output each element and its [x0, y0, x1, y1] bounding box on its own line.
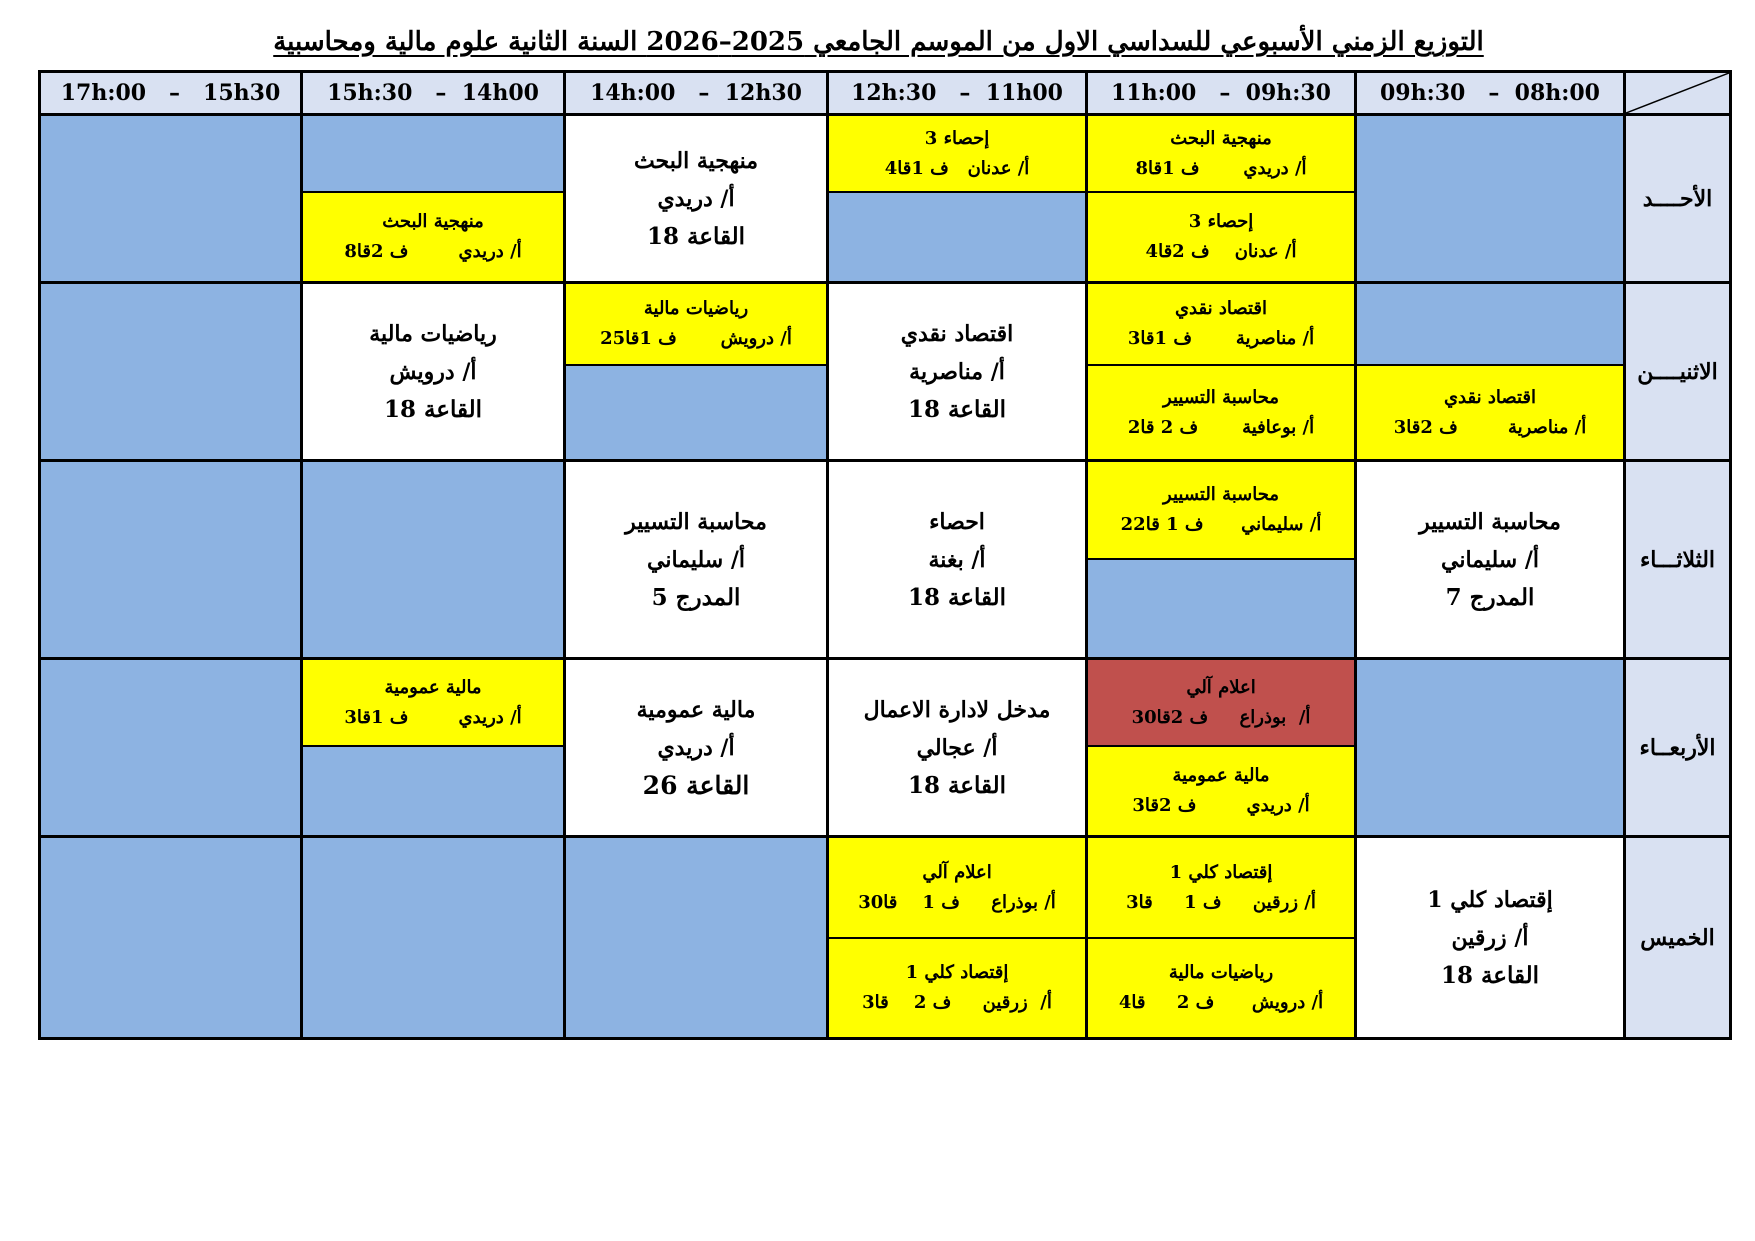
day-label-tuesday: الثلاثـــاء [1626, 462, 1729, 657]
session-details: أ/ زرقين ف 1 قا3 [1126, 891, 1316, 913]
free-slot [303, 116, 563, 191]
lecture-cell [566, 116, 826, 281]
lecture-teacher: أ/ درويش [389, 358, 477, 385]
session-subject: رياضيات مالية [1168, 962, 1274, 983]
time-header-slot-3: 12h:30 – 11h00 [829, 73, 1085, 113]
day-label-thursday: الخميس [1626, 838, 1729, 1037]
lecture-room: المدرج 7 [1445, 583, 1535, 611]
session-details: أ/ درويش ف 2 قا4 [1118, 992, 1324, 1013]
free-slot [303, 462, 563, 657]
lecture-teacher: أ/ سليماني [646, 546, 746, 573]
session-subject: إحصاء 3 [924, 127, 990, 149]
session-details: أ/ مناصرية ف 2قا3 [1393, 416, 1587, 438]
session-subject: محاسبة التسيير [1163, 386, 1279, 408]
lecture-teacher: أ/ دريدي [657, 185, 735, 212]
lecture-cell [566, 462, 826, 657]
session-details: أ/ مناصرية ف 1قا3 [1127, 328, 1315, 349]
session-cell [1088, 462, 1354, 558]
session-cell [829, 838, 1085, 937]
lecture-subject: منهجية البحث [633, 147, 759, 174]
day-label-sunday: الأحــــد [1626, 116, 1729, 281]
session-cell [1088, 838, 1354, 937]
lecture-cell [1357, 462, 1623, 657]
free-slot [829, 193, 1085, 281]
session-cell [1357, 366, 1623, 459]
free-slot [1357, 284, 1623, 364]
session-subject: محاسبة التسيير [1163, 484, 1279, 505]
lecture-cell [829, 284, 1085, 459]
free-slot [303, 747, 563, 835]
session-cell [1088, 939, 1354, 1037]
session-cell [1088, 193, 1354, 281]
time-header-slot-6: 17h:00 – 15h30 [41, 73, 300, 113]
session-subject: إحصاء 3 [1188, 211, 1254, 232]
free-slot [1357, 116, 1623, 281]
lecture-subject: اقتصاد نقدي [900, 320, 1014, 347]
session-cell [829, 939, 1085, 1037]
free-slot [41, 838, 300, 1037]
day-label-wednesday: الأربعــاء [1626, 660, 1729, 835]
session-cell [1088, 284, 1354, 364]
lecture-cell [1357, 838, 1623, 1037]
session-subject: اعلام آلي [922, 861, 992, 883]
session-details: أ/ درويش ف 1قا25 [600, 328, 792, 349]
session-cell [1088, 366, 1354, 459]
session-subject: منهجية البحث [382, 211, 484, 232]
time-header-slot-4: 14h:00 – 12h30 [566, 73, 826, 113]
lecture-teacher: أ/ عجالي [916, 734, 998, 761]
session-details: أ/ زرقين ف 2 قا3 [862, 992, 1052, 1013]
session-subject: إقتصاد كلي 1 [1169, 861, 1273, 883]
lecture-subject: رياضيات مالية [369, 320, 497, 347]
time-header-slot-1: 09h:30 – 08h:00 [1357, 73, 1623, 113]
lecture-room: القاعة 18 [646, 222, 746, 250]
lecture-room: القاعة 26 [642, 770, 750, 800]
session-details: أ/ بوعافية ف 2 قا2 [1127, 416, 1315, 438]
lecture-teacher: أ/ بغنة [928, 546, 986, 573]
corner-cell [1626, 73, 1729, 113]
session-cell [566, 284, 826, 364]
session-subject: اقتصاد نقدي [1443, 386, 1537, 408]
session-details: أ/ بوذراع ف 1 قا30 [858, 891, 1056, 913]
lecture-cell [829, 660, 1085, 835]
lecture-subject: محاسبة التسيير [625, 508, 767, 535]
lecture-room: المدرج 5 [651, 583, 741, 611]
session-cell-highlighted [1088, 660, 1354, 745]
session-subject: إقتصاد كلي 1 [905, 962, 1009, 983]
lecture-subject: محاسبة التسيير [1419, 508, 1561, 535]
session-details: أ/ بوذراع ف 2قا30 [1131, 706, 1311, 728]
free-slot [41, 660, 300, 835]
session-subject: رياضيات مالية [643, 298, 749, 319]
session-cell [829, 116, 1085, 191]
lecture-subject: مدخل لادارة الاعمال [863, 696, 1051, 723]
free-slot [41, 462, 300, 657]
session-details: أ/ دريدي ف 2قا3 [1132, 795, 1310, 816]
diagonal-divider [1626, 73, 1729, 113]
time-header-slot-5: 15h:30 – 14h00 [303, 73, 563, 113]
lecture-teacher: أ/ سليماني [1440, 546, 1540, 573]
day-label-monday: الاثنيــــن [1626, 284, 1729, 459]
session-details: أ/ دريدي ف 2قا8 [344, 241, 522, 262]
free-slot [41, 116, 300, 281]
session-subject: مالية عمومية [1172, 765, 1270, 786]
timetable [38, 70, 1732, 1040]
lecture-subject: مالية عمومية [636, 696, 756, 723]
lecture-cell [829, 462, 1085, 657]
session-cell [303, 660, 563, 745]
lecture-teacher: أ/ مناصرية [909, 358, 1005, 385]
page-title: التوزيع الزمني الأسبوعي للسداسي الاول من الموسم الجامعي 2025–2026 السنة الثانية علوم مالية ومحاسبية [273, 27, 1484, 57]
lecture-room: القاعة 18 [907, 583, 1007, 611]
lecture-teacher: أ/ دريدي [657, 734, 735, 761]
session-details: أ/ دريدي ف 1قا8 [1135, 157, 1307, 179]
free-slot [566, 366, 826, 459]
lecture-room: القاعة 18 [907, 771, 1007, 799]
lecture-subject: احصاء [929, 508, 985, 535]
lecture-cell [303, 284, 563, 459]
free-slot [41, 284, 300, 459]
free-slot [566, 838, 826, 1037]
lecture-subject: إقتصاد كلي 1 [1427, 886, 1553, 913]
session-subject: اعلام آلي [1186, 676, 1256, 698]
lecture-cell [566, 660, 826, 835]
session-subject: منهجية البحث [1170, 127, 1272, 149]
session-details: أ/ عدنان ف 1قا4 [884, 157, 1030, 179]
session-cell [303, 193, 563, 281]
time-header-slot-2: 11h:00 – 09h:30 [1088, 73, 1354, 113]
free-slot [1357, 660, 1623, 835]
free-slot [303, 838, 563, 1037]
session-cell [1088, 116, 1354, 191]
session-details: أ/ عدنان ف 2قا4 [1145, 241, 1297, 262]
lecture-room: القاعة 18 [1440, 961, 1540, 989]
session-details: أ/ دريدي ف 1قا3 [344, 706, 522, 728]
lecture-room: القاعة 18 [383, 395, 483, 423]
session-subject: اقتصاد نقدي [1174, 298, 1268, 319]
free-slot [1088, 560, 1354, 657]
session-details: أ/ سليماني ف 1 قا22 [1120, 514, 1322, 535]
lecture-teacher: أ/ زرقين [1451, 924, 1529, 951]
session-subject: مالية عمومية [384, 676, 482, 698]
lecture-room: القاعة 18 [907, 395, 1007, 423]
session-cell [1088, 747, 1354, 835]
